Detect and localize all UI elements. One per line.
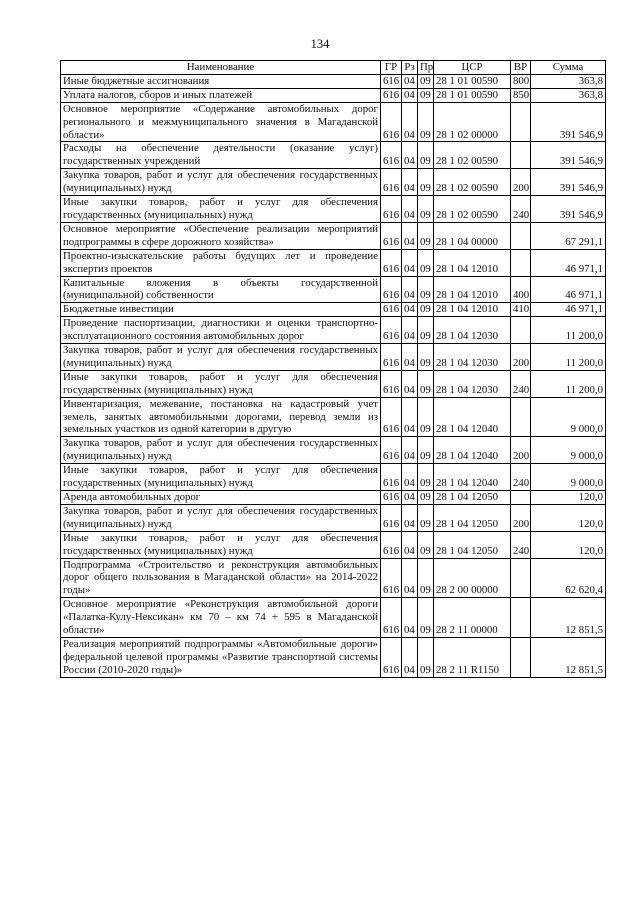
row-gr-cell: 616 [381, 504, 402, 531]
row-gr-cell: 616 [381, 491, 402, 505]
row-rz-cell: 04 [402, 344, 418, 371]
table-row [61, 491, 606, 505]
row-csr-cell: 28 2 11 R1150 [434, 637, 511, 677]
row-name-cell: Расходы на обеспечение деятельности (оказание услуг) государственных учреждений [61, 142, 381, 169]
table-row [61, 344, 606, 371]
row-sum-cell: 46 971,1 [531, 303, 606, 317]
row-name-cell: Основное мероприятие «Обеспечение реализации мероприятий подпрограммы в сфере дорожного хозяйства» [61, 222, 381, 249]
row-pr-cell: 09 [418, 142, 434, 169]
row-csr-cell: 28 1 04 12010 [434, 276, 511, 303]
row-sum-cell: 391 546,9 [531, 169, 606, 196]
row-sum-cell: 12 851,5 [531, 598, 606, 638]
row-name-cell: Иные закупки товаров, работ и услуг для обеспечения государственных (муниципальных) нужд [61, 464, 381, 491]
row-rz-cell: 04 [402, 558, 418, 598]
row-csr-cell: 28 1 04 12030 [434, 370, 511, 397]
row-csr-cell: 28 1 02 00590 [434, 169, 511, 196]
row-name-cell: Уплата налогов, сборов и иных платежей [61, 88, 381, 102]
row-rz-cell: 04 [402, 437, 418, 464]
row-csr-cell: 28 1 04 12030 [434, 317, 511, 344]
row-vr-cell: 410 [511, 303, 531, 317]
table-row [61, 464, 606, 491]
row-rz-cell: 04 [402, 249, 418, 276]
row-csr-cell: 28 1 04 12030 [434, 344, 511, 371]
row-gr-cell: 616 [381, 317, 402, 344]
table-header-row [61, 61, 606, 75]
row-vr-cell [511, 637, 531, 677]
row-pr-cell: 09 [418, 276, 434, 303]
row-pr-cell: 09 [418, 491, 434, 505]
row-pr-cell: 09 [418, 637, 434, 677]
row-sum-cell: 120,0 [531, 504, 606, 531]
row-gr-cell: 616 [381, 397, 402, 437]
row-vr-cell: 850 [511, 88, 531, 102]
row-sum-cell: 363,8 [531, 88, 606, 102]
row-sum-cell: 363,8 [531, 74, 606, 88]
row-sum-cell: 46 971,1 [531, 249, 606, 276]
row-sum-cell: 62 620,4 [531, 558, 606, 598]
row-gr-cell: 616 [381, 558, 402, 598]
row-name-cell: Закупка товаров, работ и услуг для обеспечения государственных (муниципальных) нужд [61, 437, 381, 464]
row-sum-cell: 9 000,0 [531, 437, 606, 464]
row-csr-cell: 28 1 04 12040 [434, 437, 511, 464]
row-gr-cell: 616 [381, 531, 402, 558]
row-vr-cell [511, 142, 531, 169]
table-row [61, 558, 606, 598]
row-rz-cell: 04 [402, 370, 418, 397]
row-pr-cell: 09 [418, 464, 434, 491]
row-name-cell: Реализация мероприятий подпрограммы «Автомобильные дороги» федеральной целевой программы «Развитие транспортной системы России (2010-2020 годы)» [61, 637, 381, 677]
row-vr-cell [511, 317, 531, 344]
row-gr-cell: 616 [381, 370, 402, 397]
row-pr-cell: 09 [418, 504, 434, 531]
row-pr-cell: 09 [418, 88, 434, 102]
row-name-cell: Проектно-изыскательские работы будущих лет и проведение экспертиз проектов [61, 249, 381, 276]
row-name-cell: Иные бюджетные ассигнования [61, 74, 381, 88]
row-name-cell: Иные закупки товаров, работ и услуг для обеспечения государственных (муниципальных) нужд [61, 531, 381, 558]
row-name-cell: Закупка товаров, работ и услуг для обеспечения государственных (муниципальных) нужд [61, 169, 381, 196]
row-pr-cell: 09 [418, 196, 434, 223]
table-row [61, 531, 606, 558]
row-gr-cell: 616 [381, 344, 402, 371]
row-pr-cell: 09 [418, 370, 434, 397]
row-gr-cell: 616 [381, 88, 402, 102]
row-csr-cell: 28 1 02 00590 [434, 196, 511, 223]
header-pr: Пр [418, 61, 434, 75]
row-gr-cell: 616 [381, 303, 402, 317]
header-gr: ГР [381, 61, 402, 75]
table-row [61, 397, 606, 437]
row-pr-cell: 09 [418, 531, 434, 558]
row-csr-cell: 28 1 04 12040 [434, 464, 511, 491]
row-rz-cell: 04 [402, 464, 418, 491]
row-rz-cell: 04 [402, 196, 418, 223]
table-row [61, 142, 606, 169]
row-csr-cell: 28 1 04 00000 [434, 222, 511, 249]
row-rz-cell: 04 [402, 74, 418, 88]
row-name-cell: Проведение паспортизации, диагностики и оценки транспортно-эксплуатационного состояния автомобильных дорог [61, 317, 381, 344]
row-vr-cell: 800 [511, 74, 531, 88]
header-vr: ВР [511, 61, 531, 75]
row-sum-cell: 46 971,1 [531, 276, 606, 303]
row-sum-cell: 9 000,0 [531, 397, 606, 437]
row-name-cell: Закупка товаров, работ и услуг для обеспечения государственных (муниципальных) нужд [61, 344, 381, 371]
row-gr-cell: 616 [381, 276, 402, 303]
row-rz-cell: 04 [402, 491, 418, 505]
row-rz-cell: 04 [402, 504, 418, 531]
row-rz-cell: 04 [402, 102, 418, 142]
table-row [61, 102, 606, 142]
row-csr-cell: 28 1 04 12040 [434, 397, 511, 437]
row-sum-cell: 11 200,0 [531, 370, 606, 397]
row-gr-cell: 616 [381, 142, 402, 169]
row-name-cell: Подпрограмма «Строительство и реконструкция автомобильных дорог общего пользования в Магаданской области» на 2014-2022 годы» [61, 558, 381, 598]
budget-table [60, 60, 606, 678]
row-csr-cell: 28 2 00 00000 [434, 558, 511, 598]
header-sum: Сумма [531, 61, 606, 75]
row-vr-cell: 200 [511, 169, 531, 196]
row-csr-cell: 28 1 01 00590 [434, 74, 511, 88]
row-rz-cell: 04 [402, 637, 418, 677]
row-pr-cell: 09 [418, 317, 434, 344]
table-row [61, 317, 606, 344]
row-vr-cell [511, 598, 531, 638]
table-row [61, 88, 606, 102]
row-csr-cell: 28 1 04 12010 [434, 249, 511, 276]
row-csr-cell: 28 1 04 12010 [434, 303, 511, 317]
row-pr-cell: 09 [418, 74, 434, 88]
table-row [61, 74, 606, 88]
row-pr-cell: 09 [418, 303, 434, 317]
table-row [61, 196, 606, 223]
row-csr-cell: 28 2 11 00000 [434, 598, 511, 638]
header-csr: ЦСР [434, 61, 511, 75]
row-gr-cell: 616 [381, 464, 402, 491]
row-vr-cell: 400 [511, 276, 531, 303]
row-gr-cell: 616 [381, 637, 402, 677]
row-sum-cell: 11 200,0 [531, 344, 606, 371]
row-csr-cell: 28 1 04 12050 [434, 491, 511, 505]
row-rz-cell: 04 [402, 397, 418, 437]
row-rz-cell: 04 [402, 222, 418, 249]
row-gr-cell: 616 [381, 102, 402, 142]
row-csr-cell: 28 1 02 00000 [434, 102, 511, 142]
row-rz-cell: 04 [402, 276, 418, 303]
table-row [61, 437, 606, 464]
row-rz-cell: 04 [402, 169, 418, 196]
row-vr-cell [511, 397, 531, 437]
row-vr-cell: 240 [511, 464, 531, 491]
row-name-cell: Основное мероприятие «Содержание автомобильных дорог регионального и межмуниципального значения в Магаданской области» [61, 102, 381, 142]
row-sum-cell: 120,0 [531, 491, 606, 505]
page-number: 134 [310, 37, 330, 51]
row-vr-cell: 240 [511, 196, 531, 223]
table-row [61, 370, 606, 397]
row-vr-cell: 200 [511, 437, 531, 464]
row-rz-cell: 04 [402, 303, 418, 317]
row-name-cell: Иные закупки товаров, работ и услуг для обеспечения государственных (муниципальных) нужд [61, 196, 381, 223]
row-gr-cell: 616 [381, 249, 402, 276]
row-vr-cell [511, 558, 531, 598]
table-row [61, 504, 606, 531]
table-row [61, 303, 606, 317]
row-csr-cell: 28 1 04 12050 [434, 531, 511, 558]
row-sum-cell: 12 851,5 [531, 637, 606, 677]
row-csr-cell: 28 1 04 12050 [434, 504, 511, 531]
table-row [61, 222, 606, 249]
row-pr-cell: 09 [418, 344, 434, 371]
row-vr-cell [511, 102, 531, 142]
header-name: Наименование [61, 61, 381, 75]
row-csr-cell: 28 1 01 00590 [434, 88, 511, 102]
table-row [61, 169, 606, 196]
header-rz: Рз [402, 61, 418, 75]
row-name-cell: Бюджетные инвестиции [61, 303, 381, 317]
table-row [61, 598, 606, 638]
row-vr-cell: 200 [511, 504, 531, 531]
row-name-cell: Закупка товаров, работ и услуг для обеспечения государственных (муниципальных) нужд [61, 504, 381, 531]
row-gr-cell: 616 [381, 598, 402, 638]
row-vr-cell [511, 249, 531, 276]
row-sum-cell: 120,0 [531, 531, 606, 558]
table-row [61, 276, 606, 303]
row-pr-cell: 09 [418, 249, 434, 276]
table-body [61, 74, 606, 677]
row-pr-cell: 09 [418, 397, 434, 437]
row-vr-cell [511, 222, 531, 249]
row-rz-cell: 04 [402, 598, 418, 638]
row-vr-cell: 240 [511, 370, 531, 397]
row-pr-cell: 09 [418, 169, 434, 196]
row-name-cell: Капитальные вложения в объекты государственной (муниципальной) собственности [61, 276, 381, 303]
table-row [61, 249, 606, 276]
row-gr-cell: 616 [381, 222, 402, 249]
row-rz-cell: 04 [402, 531, 418, 558]
table-row [61, 637, 606, 677]
row-vr-cell: 200 [511, 344, 531, 371]
row-vr-cell: 240 [511, 531, 531, 558]
row-gr-cell: 616 [381, 437, 402, 464]
row-rz-cell: 04 [402, 317, 418, 344]
row-pr-cell: 09 [418, 558, 434, 598]
row-rz-cell: 04 [402, 142, 418, 169]
row-pr-cell: 09 [418, 102, 434, 142]
row-vr-cell [511, 491, 531, 505]
row-name-cell: Инвентаризация, межевание, постановка на кадастровый учет земель, занятых автомобильными дорогами, перевод земли из земельных участков из одной категории в другую [61, 397, 381, 437]
row-sum-cell: 9 000,0 [531, 464, 606, 491]
row-sum-cell: 11 200,0 [531, 317, 606, 344]
row-gr-cell: 616 [381, 74, 402, 88]
row-sum-cell: 67 291,1 [531, 222, 606, 249]
row-pr-cell: 09 [418, 437, 434, 464]
row-sum-cell: 391 546,9 [531, 102, 606, 142]
row-name-cell: Аренда автомобильных дорог [61, 491, 381, 505]
row-pr-cell: 09 [418, 598, 434, 638]
row-pr-cell: 09 [418, 222, 434, 249]
row-sum-cell: 391 546,9 [531, 142, 606, 169]
row-gr-cell: 616 [381, 169, 402, 196]
row-name-cell: Основное мероприятие «Реконструкция автомобильной дороги «Палатка-Кулу-Нексикан» км 70 – км 74 + 595 в Магаданской области» [61, 598, 381, 638]
row-gr-cell: 616 [381, 196, 402, 223]
row-sum-cell: 391 546,9 [531, 196, 606, 223]
row-rz-cell: 04 [402, 88, 418, 102]
row-name-cell: Иные закупки товаров, работ и услуг для обеспечения государственных (муниципальных) нужд [61, 370, 381, 397]
row-csr-cell: 28 1 02 00590 [434, 142, 511, 169]
